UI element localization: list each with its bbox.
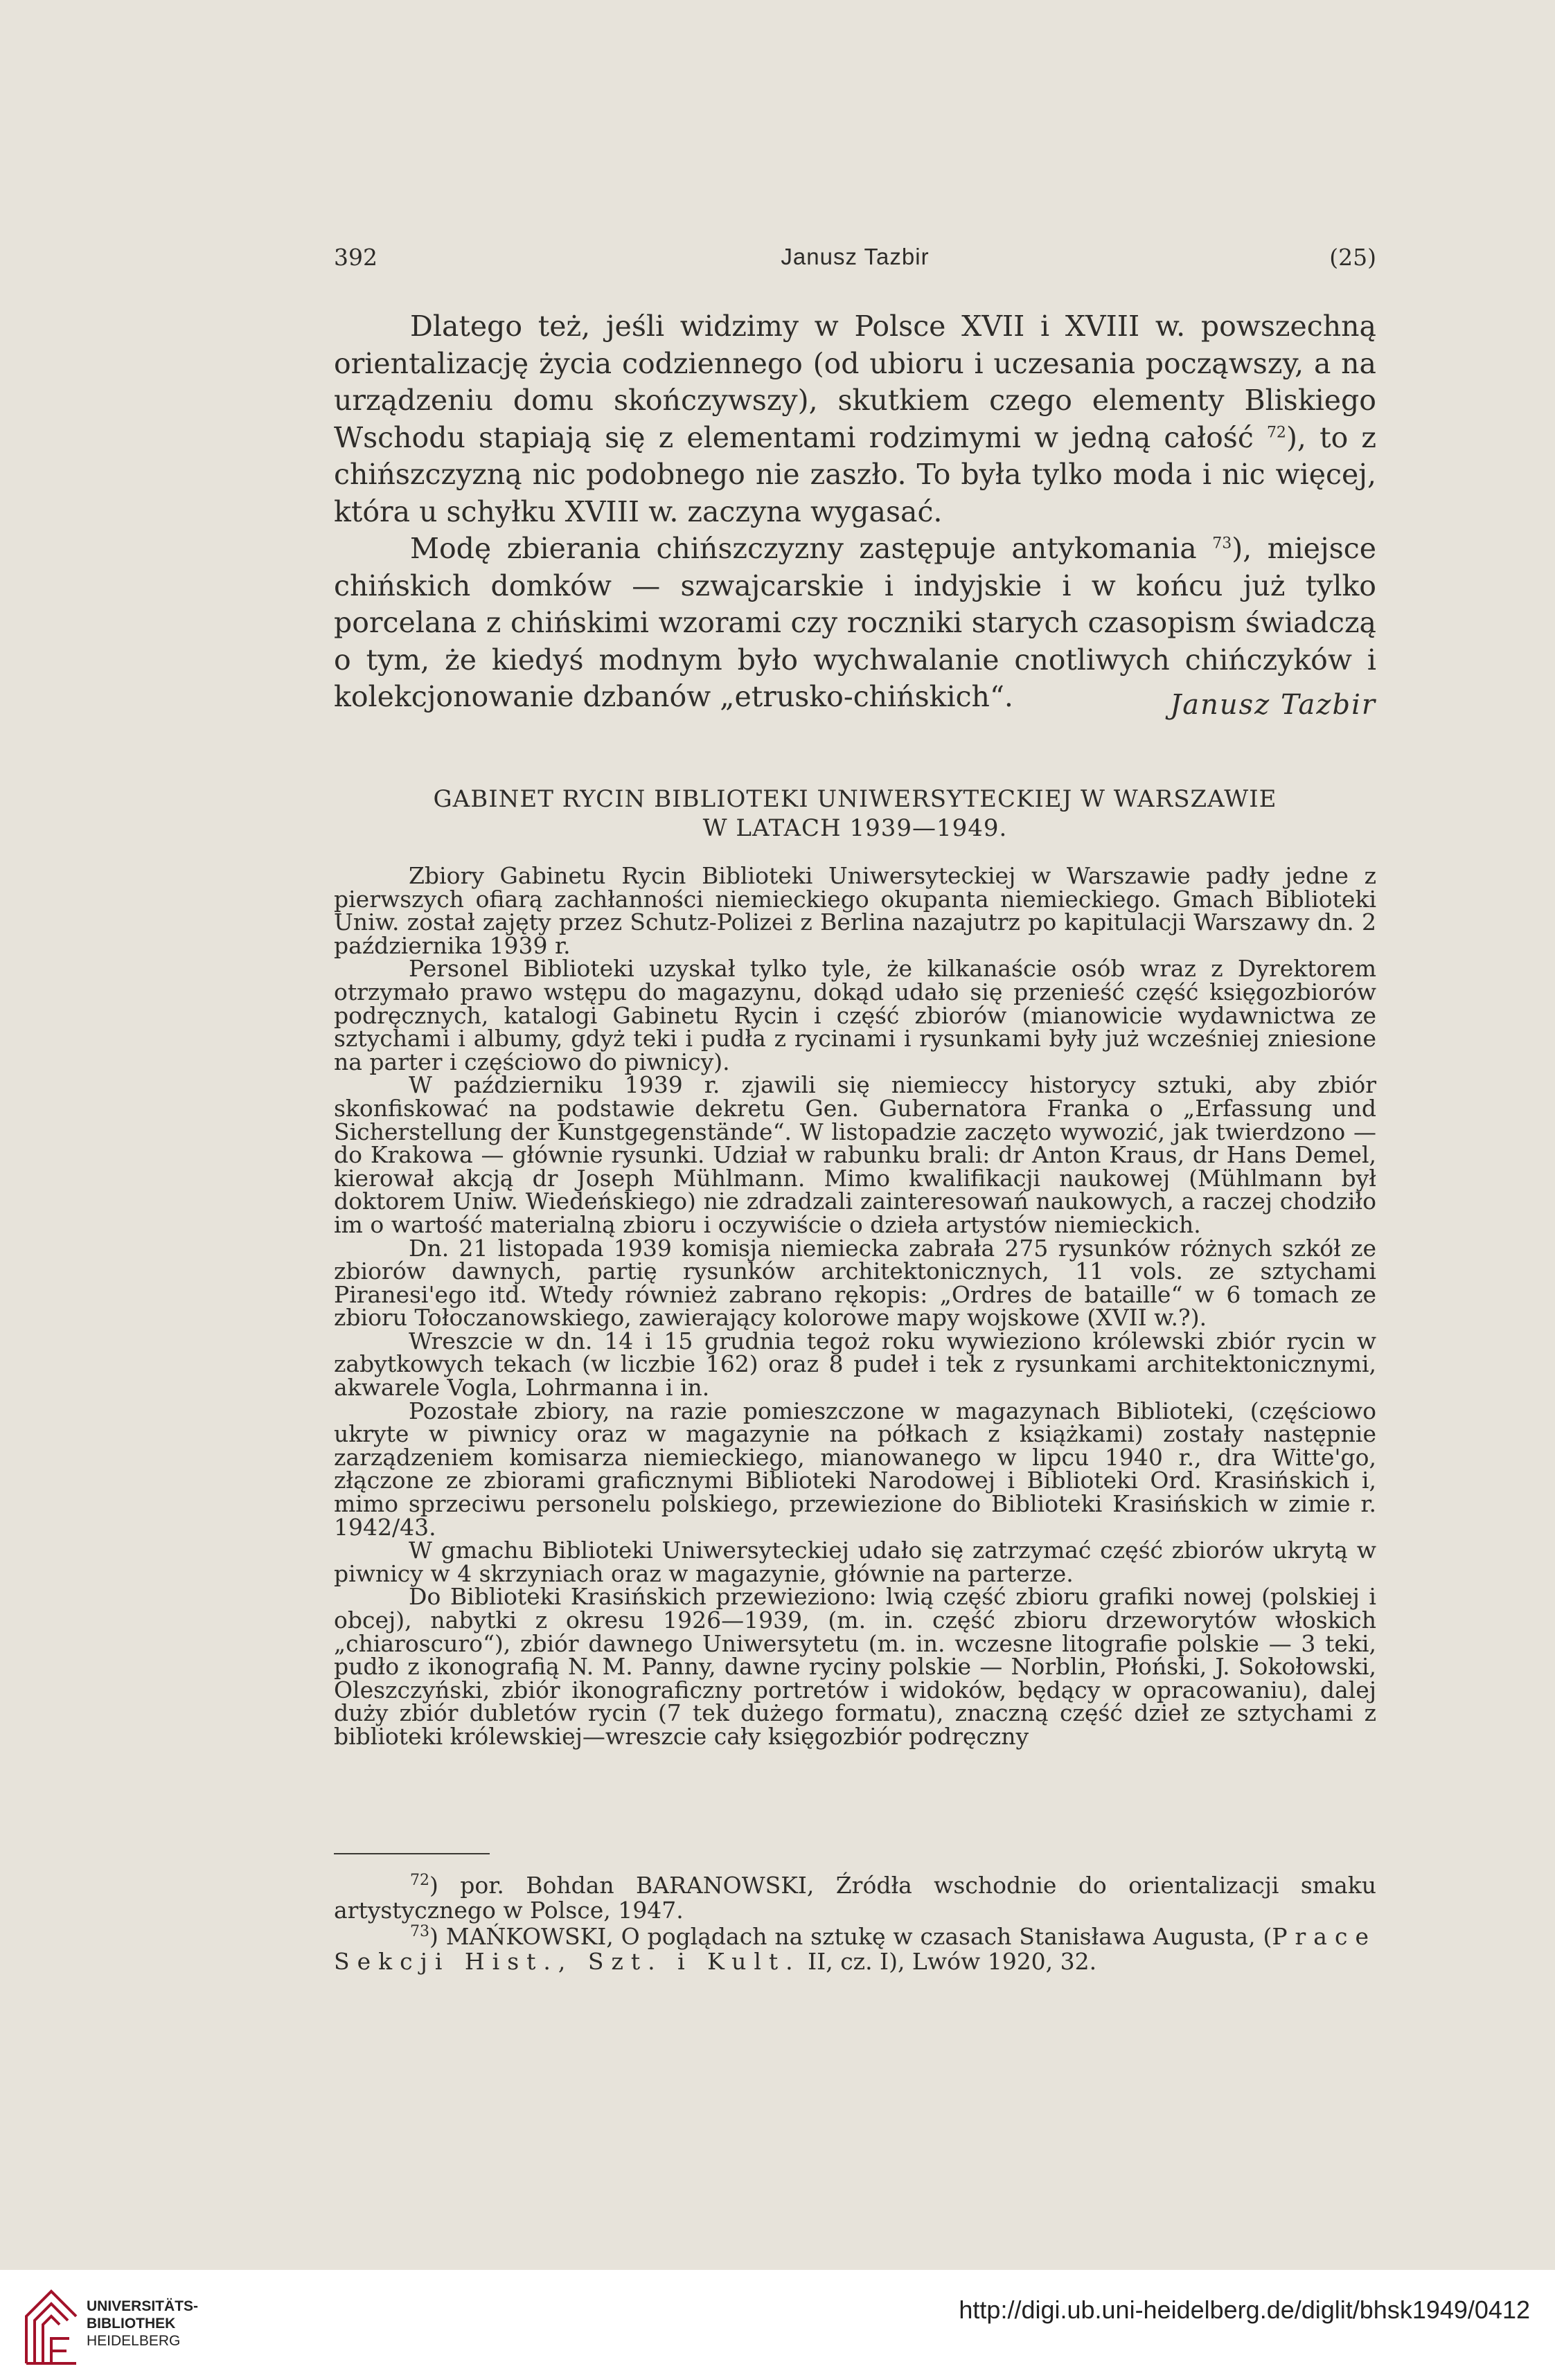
footnotes [334, 1873, 1376, 1976]
footnote-ref-73: 73 [1212, 535, 1232, 553]
article-paragraph: W gmachu Biblioteki Uniwersyteckiej udało się zatrzymać część zbiorów ukrytą w piwnicy w 4 skrzyniach oraz w magazynie, głównie na parterze. [334, 1537, 1376, 1587]
paragraph-2: Modę zbierania chińszczyzny zastępuje antykomania $^{73}$), miejsce chińskich domków — szwajcarskie i indyjskie i w końcu już tylko porcelana z chińskimi wzorami czy roczniki starych czasopism świadczą o tym, że kiedyś modnym było wychwalanie cnotliwych chińczyków i kolekcjonowanie dzbanów „etrusko-chińskich“. [334, 532, 1377, 713]
author-signature: Janusz Tazbir [1170, 689, 1376, 721]
section-number: (25) [1329, 244, 1376, 271]
paragraph-1: Dlatego też, jeśli widzimy w Polsce XVII i XVIII w. powszechną orientalizację życia codziennego (od ubioru i uczesania począwszy, a na urządzeniu domu skończywszy), skutkiem czego elementy Bliskiego Wschodu stapiają się z elementami rodzimymi w jedną całość $^{72}$), to z chińszczyzną nic podobnego nie zaszło. To była tylko moda i nic więcej, która u schyłku XVIII w. zaczyna wygasać. [334, 310, 1376, 528]
main-text [334, 308, 1376, 716]
footnote-73: $^{73}$) MAŃKOWSKI, O poglądach na sztukę w czasach Stanisława Augusta, (Prace Sekcji Hist., Szt. i Kult. II, cz. I), Lwów 1920, 32. [334, 1923, 1376, 1975]
article-title-line-1: GABINET RYCIN BIBLIOTEKI UNIWERSYTECKIEJ W WARSZAWIE [433, 785, 1277, 813]
page-number: 392 [334, 244, 377, 271]
article-paragraph: W październiku 1939 r. zjawili się niemieccy historycy sztuki, aby zbiór skonfiskować na podstawie dekretu Gen. Gubernatora Franka o „Erfassung und Sicherstellung der Kunstgegenstände“. W listopadzie zaczęto wywozić, jak twierdzono — do Krakowa — głównie rysunki. Udział w rabunku brali: dr Anton Kraus, dr Hans Demel, kierował akcją dr Joseph Mühlmann. Mimo kwalifikacji naukowej (Mühlmann był doktorem Uniw. Wiedeńskiego) nie zdradzali zainteresowań naukowych, a raczej chodziło im o wartość materialną zbioru i oczywiście o dzieła artystów niemieckich. [334, 1071, 1376, 1238]
article-paragraph: Zbiory Gabinetu Rycin Biblioteki Uniwersyteckiej w Warszawie padły jedne z pierwszych ofiarą zachłanności niemieckiego okupanta niemieckiego. Gmach Biblioteki Uniw. został zajęty przez Schutz-Polizei z Berlina nazajutrz po kapitulacji Warszawy dn. 2 października 1939 r. [334, 862, 1376, 959]
article-title-line-2: W LATACH 1939—1949. [702, 814, 1008, 842]
article-title [334, 785, 1376, 843]
article-paragraph: Wreszcie w dn. 14 i 15 grudnia tegoż roku wywieziono królewski zbiór rycin w zabytkowych tekach (w liczbie 162) oraz 8 pudeł i tek z rysunkami architektonicznymi, akwarele Vogla, Lohrmanna i in. [334, 1327, 1376, 1402]
footnote-ref-72: 72 [1266, 423, 1286, 441]
footnote-divider [334, 1853, 490, 1854]
library-logo-icon [21, 2282, 80, 2368]
article-paragraph: Do Biblioteki Krasińskich przewieziono: lwią część zbioru grafiki nowej (polskiej i obcej), nabytki z okresu 1926—1939, (m. in. część zbioru drzeworytów włoskich „chiaroscuro“), zbiór dawnego Uniwersytetu (m. in. wczesne litografie polskie — 3 teki, pudło z ikonografią N. M. Panny, dawne ryciny polskie — Norblin, Płoński, J. Sokołowski, Oleszczyński, zbiór ikonograficzny portretów i widoków, będący w opracowaniu), dalej duży zbiór dubletów rycin (7 tek dużego formatu), znaczną część dzieł ze sztychami z biblioteki królewskiej—wreszcie cały księgozbiór podręczny [334, 1583, 1376, 1750]
article-body [334, 864, 1376, 1748]
article-paragraph: Personel Biblioteki uzyskał tylko tyle, że kilkanaście osób wraz z Dyrektorem otrzymało prawo wstępu do magazynu, dokąd udało się przenieść część księgozbiorów podręcznych, katalogi Gabinetu Rycin i część zbiorów (mianowicie wydawnictwa ze sztychami i albumy, gdyż teki i pudła z rycinami i rysunkami były już wcześniej zniesione na parter i częściowo do piwnicy). [334, 955, 1376, 1075]
running-title: Janusz Tazbir [781, 244, 930, 269]
article-paragraph: Dn. 21 listopada 1939 komisja niemiecka zabrała 275 rysunków różnych szkół ze zbiorów dawnych, partię rysunków architektonicznych, 11 vols. ze sztychami Piranesi'ego itd. Wtedy również zabrano rękopis: „Ordres de bataille“ w 6 tomach ze zbioru Tołoczanowskiego, zawierający kolorowe mapy wojskowe (XVII w.?). [334, 1234, 1376, 1332]
footer-bar [0, 2270, 1555, 2380]
article-paragraph: Pozostałe zbiory, na razie pomieszczone w magazynach Biblioteki, (częściowo ukryte w piwnicy oraz w magazynie na półkach z książkami) zostały następnie zarządzeniem komisarza niemieckiego, mianowanego w lipcu 1940 r., dra Witte'go, złączone ze zbiorami graficznymi Biblioteki Narodowej i Biblioteki Ord. Krasińskich i, mimo sprzeciwu personelu polskiego, przewiezione do Biblioteki Krasińskich w zimie r. 1942/43. [334, 1397, 1376, 1541]
footnote-72: $^{72}$) por. Bohdan BARANOWSKI, Źródła wschodnie do orientalizacji smaku artystycznego w Polsce, 1947. [334, 1872, 1376, 1924]
page-header [334, 244, 1376, 283]
library-name: UNIVERSITÄTS- BIBLIOTHEK HEIDELBERG [87, 2298, 199, 2349]
source-url-link[interactable]: http://digi.ub.uni-heidelberg.de/diglit/bhsk1949/0412 [959, 2296, 1530, 2324]
